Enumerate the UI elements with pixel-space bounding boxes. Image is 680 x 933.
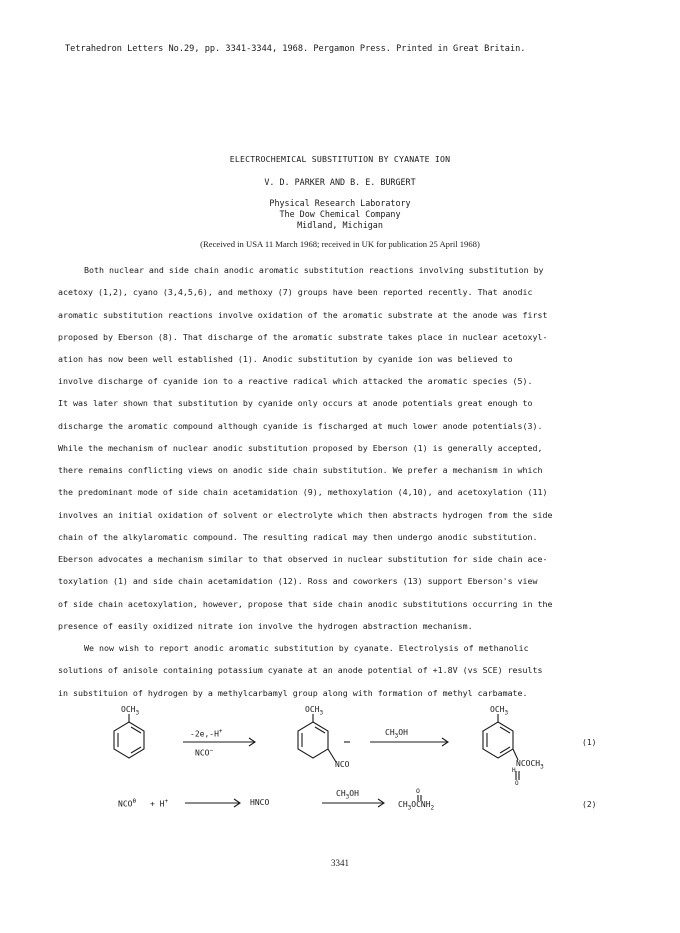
text-line: the predominant mode of side chain acetamidation (9), methoxylation (4,10), and acetoxylation (11) <box>58 487 548 497</box>
affiliation-line-3: Midland, Michigan <box>297 220 383 230</box>
received-date: (Received in USA 11 March 1968; received in UK for publication 25 April 1968) <box>200 239 480 249</box>
page-number: 3341 <box>331 858 349 868</box>
label-o-carbamate: O <box>416 787 420 795</box>
label-och3-2: $OCH_3$ <box>305 705 324 717</box>
equation-number-2: (2) <box>582 800 597 809</box>
text-line: ation has now been well established (1). Anodic substitution by cyanide ion was believed to <box>58 354 513 364</box>
text-line: solutions of anisole containing potassium cyanate at an anode potential of +1.8V (vs SCE) results <box>58 665 543 675</box>
text-line: there remains conflicting views on anodic side chain substitution. We prefer a mechanism in which <box>58 465 543 475</box>
text-line: of side chain acetoxylation, however, propose that side chain anodic substitutions occurring in the <box>58 599 553 609</box>
journal-header: Tetrahedron Letters No.29, pp. 3341-3344, 1968. Pergamon Press. Printed in Great Britain. <box>65 44 526 54</box>
text-line: presence of easily oxidized nitrate ion involve the hydrogen abstraction mechanism. <box>58 621 473 631</box>
label-h: H <box>512 767 516 774</box>
text-line: While the mechanism of nuclear anodic substitution proposed by Eberson (1) is generally accepted, <box>58 443 543 453</box>
equation-number-1: (1) <box>582 738 597 747</box>
authors: V. D. PARKER AND B. E. BURGERT <box>264 177 416 187</box>
label-arrow-1-top: -2e,-H+ <box>190 728 223 739</box>
text-line: chain of the alkylaromatic compound. The resulting radical may then undergo anodic substitution. <box>58 532 538 542</box>
affiliation-line-2: The Dow Chemical Company <box>279 209 401 219</box>
text-line: discharge the aromatic compound although cyanide is fischarged at much lower anode potentials(3). <box>58 421 543 431</box>
text-line: We now wish to report anodic aromatic substitution by cyanate. Electrolysis of methanolic <box>84 643 529 653</box>
text-line: proposed by Eberson (8). That discharge of the aromatic substrate takes place in nuclear acetoxyl- <box>58 332 548 342</box>
text-line: in substituion of hydrogen by a methylcarbamyl group along with formation of methyl carbamate. <box>58 688 528 698</box>
text-line: Eberson advocates a mechanism similar to that observed in nuclear substitution for side chain ace- <box>58 554 548 564</box>
label-och3-3: $OCH_3$ <box>490 705 509 717</box>
text-line: aromatic substitution reactions involve oxidation of the aromatic substrate at the anode was first <box>58 310 548 320</box>
label-o-carbonyl: O <box>515 780 519 787</box>
text-line: toxylation (1) and side chain acetamidation (12). Ross and coworkers (13) support Eberson's view <box>58 576 538 586</box>
label-arrow-1-bottom: NCO− <box>195 747 214 758</box>
article-title: ELECTROCHEMICAL SUBSTITUTION BY CYANATE ION <box>229 154 451 164</box>
affiliation-line-1: Physical Research Laboratory <box>269 198 411 208</box>
label-och3-1: $OCH_3$ <box>121 705 140 717</box>
label-ch3oh-1: $CH_3OH$ <box>385 728 408 740</box>
label-nco: NCO <box>335 760 350 769</box>
text-line: acetoxy (1,2), cyano (3,4,5,6), and methoxy (7) groups have been reported recently. That anodic <box>58 287 533 297</box>
label-ncooch3: $NCOCH_3$ <box>516 759 544 771</box>
label-methyl-carbamate: $CH_3OCNH_2$ <box>398 800 435 812</box>
label-hnco: HNCO <box>250 798 270 807</box>
text-line: Both nuclear and side chain anodic aromatic substitution reactions involving substitution by <box>84 265 544 275</box>
text-line: involves an initial oxidation of solvent or electrolyte which then abstracts hydrogen from the side <box>58 510 553 520</box>
text-line: It was later shown that substitution by cyanide only occurs at anode potentials great enough to <box>58 398 533 408</box>
label-proton: + H+ <box>150 798 169 809</box>
label-ch3oh-2: $CH_3OH$ <box>336 789 359 801</box>
text-line: involve discharge of cyanide ion to a reactive radical which attacked the aromatic species (5). <box>58 376 533 386</box>
label-cyanate-ion: $NCO^\theta$ <box>118 798 137 809</box>
